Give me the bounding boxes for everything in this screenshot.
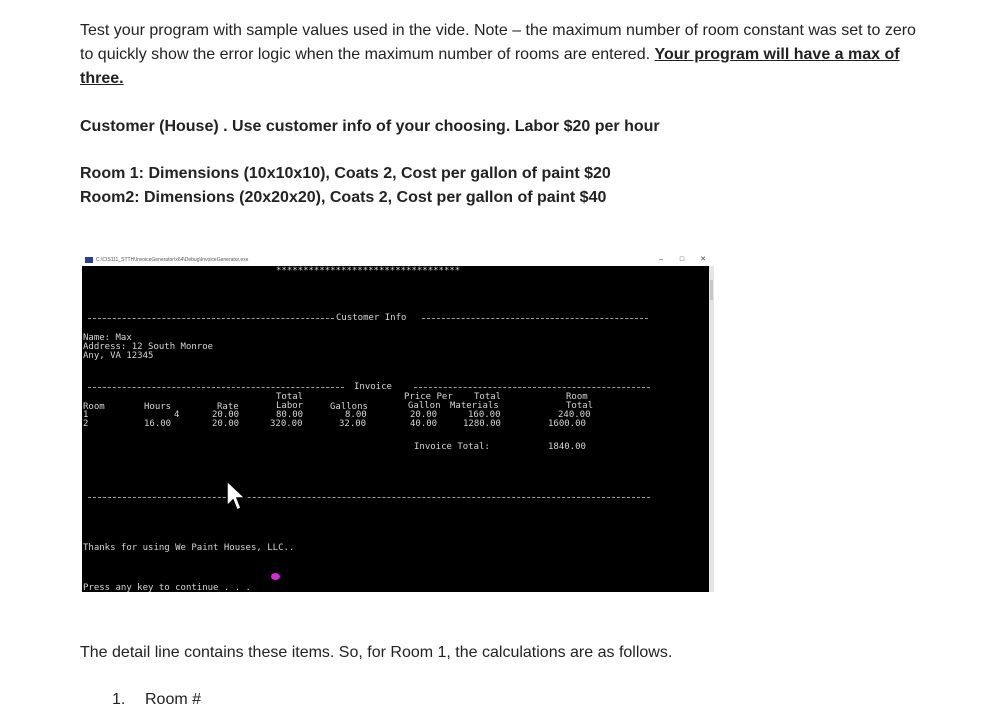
- room2-line: Room2: Dimensions (20x20x20), Coats 2, Cost per gallon of paint $40: [80, 189, 607, 206]
- col-header-hours: Hours: [144, 402, 172, 412]
- row2-room: 2: [83, 419, 89, 429]
- minimize-icon[interactable]: –: [659, 256, 663, 263]
- row1-gallons: 8.00: [345, 410, 367, 420]
- row2-labor: 320.00: [270, 419, 303, 429]
- detail-line-paragraph: The detail line contains these items. So, for Room 1, the calculations are as follows.: [80, 644, 673, 661]
- row2-gallons: 32.00: [339, 419, 367, 429]
- row1-materials: 160.00: [468, 410, 501, 420]
- intro-text: Test your program with sample values used in the vide. Note – the maximum number of room constant was set to zero to quickly show the error logic when the maximum number of rooms are entered.: [80, 22, 916, 63]
- purple-marker-icon: [271, 573, 280, 580]
- col-header-price-per-1: Price Per: [404, 392, 453, 402]
- row1-room-total: 240.00: [558, 410, 591, 420]
- row2-price: 40.00: [410, 419, 438, 429]
- room1-line: Room 1: Dimensions (10x10x10), Coats 2, Cost per gallon of paint $20: [80, 165, 611, 182]
- divider: [422, 318, 648, 319]
- col-header-total-labor-2: Labor: [276, 401, 304, 411]
- intro-bold-text: Your program will have a max of three.: [80, 46, 900, 87]
- col-header-rate: Rate: [217, 402, 239, 412]
- list-item-room-number: Room #: [145, 691, 202, 708]
- close-icon[interactable]: ✕: [700, 256, 706, 263]
- intro-paragraph: [80, 19, 930, 91]
- row2-materials: 1280.00: [463, 419, 501, 429]
- col-header-total-labor-1: Total: [276, 392, 304, 402]
- mouse-pointer-icon: [226, 480, 248, 512]
- console-app-icon: [85, 257, 93, 263]
- col-header-room: Room: [83, 402, 105, 412]
- divider: [88, 387, 344, 388]
- row2-hours: 16.00: [144, 419, 172, 429]
- press-key-prompt: Press any key to continue . . .: [83, 583, 251, 593]
- console-title: C:\CIS111_STTH\InvoiceGenerator\x64\Debug\InvoiceGenerator.exe: [96, 257, 249, 263]
- divider: [414, 387, 650, 388]
- divider: [88, 318, 334, 319]
- invoice-total-label: Invoice Total:: [414, 442, 490, 452]
- row2-room-total: 1600.00: [548, 419, 586, 429]
- divider: [88, 497, 650, 498]
- customer-info-header: Customer Info: [336, 313, 407, 323]
- console-window: [82, 254, 714, 592]
- scrollbar-thumb[interactable]: [710, 280, 713, 300]
- row1-labor: 80.00: [276, 410, 304, 420]
- row1-hours: 4: [174, 410, 180, 420]
- row1-rate: 20.00: [212, 410, 240, 420]
- invoice-header: Invoice: [354, 382, 392, 392]
- row1-price: 20.00: [410, 410, 438, 420]
- col-header-price-per-2: Gallon: [408, 401, 441, 411]
- console-titlebar: [82, 254, 714, 266]
- thanks-message: Thanks for using We Paint Houses, LLC..: [83, 543, 295, 553]
- col-header-room-total-2: Total: [566, 401, 594, 411]
- row1-room: 1: [83, 410, 89, 420]
- list-number: 1.: [112, 691, 126, 708]
- console-scrollbar[interactable]: [709, 266, 714, 592]
- col-header-room-total-1: Room: [566, 392, 588, 402]
- stars-line: **********************************: [276, 266, 461, 276]
- row2-rate: 20.00: [212, 419, 240, 429]
- customer-address: Address: 12 South Monroe: [83, 342, 214, 352]
- invoice-total-value: 1840.00: [548, 442, 586, 452]
- maximize-icon[interactable]: □: [679, 256, 685, 263]
- customer-name: Name: Max: [83, 333, 132, 343]
- col-header-total-materials-2: Materials: [450, 401, 499, 411]
- col-header-total-materials-1: Total: [474, 392, 502, 402]
- col-header-gallons: Gallons: [330, 402, 368, 412]
- customer-city: Any, VA 12345: [83, 351, 154, 361]
- customer-line: Customer (House) . Use customer info of your choosing. Labor $20 per hour: [80, 118, 660, 135]
